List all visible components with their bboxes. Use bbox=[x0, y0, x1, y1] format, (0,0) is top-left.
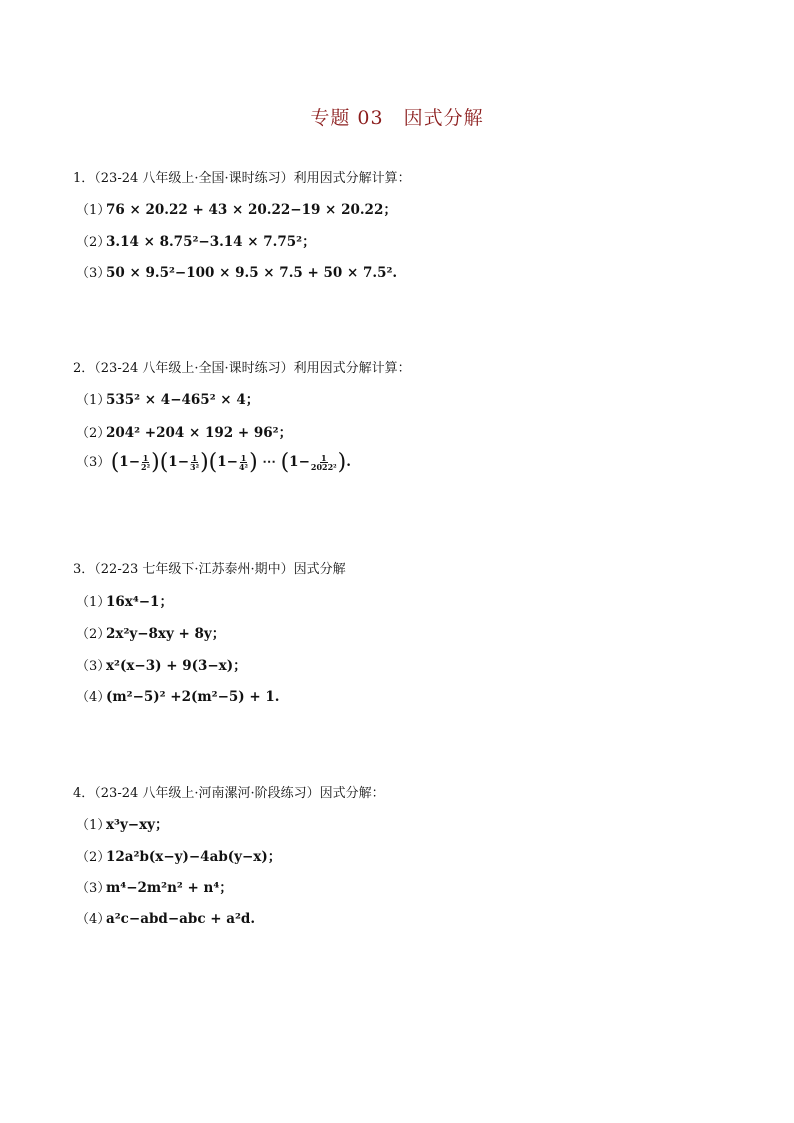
item-number: （2） bbox=[76, 850, 111, 865]
math-expression: m⁴−2m²n² + n⁴； bbox=[106, 880, 233, 896]
question-4-item-3 bbox=[76, 876, 233, 896]
item-number: （1） bbox=[76, 818, 111, 833]
numerator: 1 bbox=[320, 453, 327, 463]
question-4-item-2 bbox=[76, 845, 281, 865]
item-number: （3） bbox=[76, 659, 111, 674]
math-expression: 2x²y−8xy + 8y； bbox=[106, 626, 226, 642]
math-expression: 3.14 × 8.75²−3.14 × 7.75²； bbox=[106, 234, 316, 250]
one: 1 bbox=[168, 454, 178, 470]
question-3-item-3 bbox=[76, 654, 247, 674]
question-1-item-2 bbox=[76, 230, 316, 250]
paren-close: ) bbox=[151, 450, 160, 475]
item-number: （2） bbox=[76, 426, 111, 441]
numerator: 1 bbox=[191, 453, 198, 463]
fraction bbox=[190, 454, 199, 471]
question-2-header: 2．（23-24 八年级上·全国·课时练习）利用因式分解计算： bbox=[73, 361, 411, 376]
minus: − bbox=[298, 454, 310, 470]
item-number: （3） bbox=[76, 455, 111, 470]
item-number: （1） bbox=[76, 393, 111, 408]
question-2-item-3 bbox=[76, 450, 351, 475]
denominator: 2² bbox=[141, 462, 151, 472]
question-1-item-1 bbox=[76, 198, 397, 218]
one: 1 bbox=[289, 454, 299, 470]
item-number: （1） bbox=[76, 203, 111, 218]
denominator: 2022² bbox=[310, 462, 337, 472]
question-4-header: 4．（23-24 八年级上·河南漯河·阶段练习）因式分解： bbox=[73, 786, 385, 801]
question-2-item-1 bbox=[76, 388, 259, 408]
paren-open: ( bbox=[159, 450, 169, 475]
math-expression: 12a²b(x−y)−4ab(y−x)； bbox=[106, 849, 282, 865]
question-2-item-2 bbox=[76, 421, 292, 441]
page-title: 专题 03 因式分解 bbox=[310, 107, 484, 129]
math-expression: 76 × 20.22 + 43 × 20.22−19 × 20.22； bbox=[106, 202, 397, 218]
math-expression: 50 × 9.5²−100 × 9.5 × 7.5 + 50 × 7.5². bbox=[106, 265, 398, 281]
math-expression: 16x⁴−1； bbox=[106, 594, 173, 610]
numerator: 1 bbox=[142, 453, 149, 463]
one: 1 bbox=[119, 454, 129, 470]
math-expression: (m²−5)² +2(m²−5) + 1. bbox=[106, 689, 280, 705]
question-3-item-4 bbox=[76, 686, 279, 705]
item-number: （1） bbox=[76, 595, 111, 610]
paren-close: ) bbox=[200, 450, 209, 475]
math-expression: 204² +204 × 192 + 96²； bbox=[106, 425, 293, 441]
question-3-item-2 bbox=[76, 622, 225, 642]
paren-open: ( bbox=[208, 450, 218, 475]
item-number: （3） bbox=[76, 266, 111, 281]
question-4-item-1 bbox=[76, 813, 169, 833]
minus: − bbox=[128, 454, 141, 470]
item-number: （2） bbox=[76, 627, 111, 642]
question-3-item-1 bbox=[76, 590, 173, 610]
ellipsis: ⋯ bbox=[262, 454, 276, 470]
fraction bbox=[239, 454, 248, 471]
math-expression: 535² × 4−465² × 4； bbox=[106, 392, 260, 408]
question-1-header: 1．（23-24 八年级上·全国·课时练习）利用因式分解计算： bbox=[73, 171, 411, 186]
minus: − bbox=[226, 454, 238, 470]
fraction bbox=[311, 454, 337, 471]
denominator: 3² bbox=[190, 462, 200, 472]
fraction bbox=[141, 454, 150, 471]
paren-open: ( bbox=[280, 450, 290, 475]
question-3-header: 3．（22-23 七年级下·江苏泰州·期中）因式分解 bbox=[73, 562, 346, 577]
item-number: （3） bbox=[76, 881, 111, 896]
item-number: （4） bbox=[76, 912, 111, 927]
period: . bbox=[346, 454, 351, 470]
numerator: 1 bbox=[240, 453, 247, 463]
paren-open: ( bbox=[110, 450, 120, 475]
paren-close: ) bbox=[337, 450, 347, 475]
fraction-product-expression bbox=[106, 450, 351, 475]
math-expression: x²(x−3) + 9(3−x)； bbox=[106, 658, 247, 674]
question-4-item-4 bbox=[76, 908, 255, 927]
paren-close: ) bbox=[249, 450, 258, 475]
item-number: （2） bbox=[76, 235, 111, 250]
question-1-item-3 bbox=[76, 262, 397, 281]
denominator: 4² bbox=[238, 462, 249, 472]
one: 1 bbox=[217, 454, 227, 470]
math-expression: x³y−xy； bbox=[106, 817, 169, 833]
math-expression: a²c−abd−abc + a²d. bbox=[106, 911, 256, 927]
item-number: （4） bbox=[76, 690, 111, 705]
minus: − bbox=[177, 454, 189, 470]
